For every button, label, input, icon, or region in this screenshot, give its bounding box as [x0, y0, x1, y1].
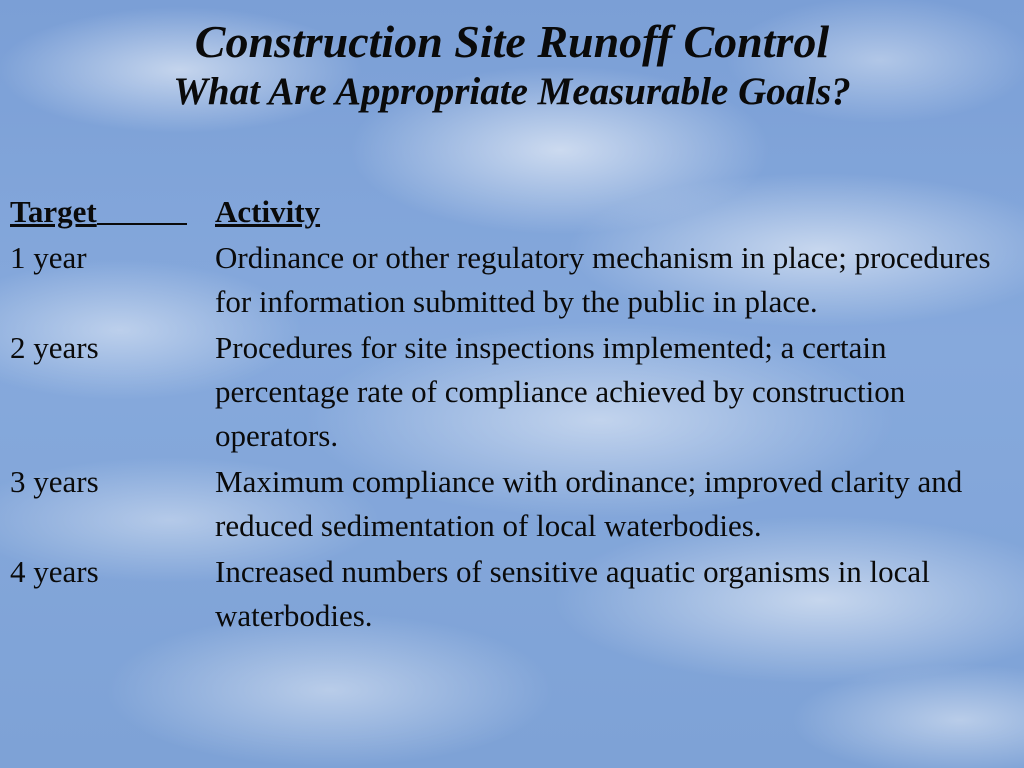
row-activity: Increased numbers of sensitive aquatic organisms in local waterbodies. — [215, 554, 930, 633]
activity-header: Activity — [215, 194, 321, 229]
table-row — [10, 236, 1020, 324]
header-underline — [97, 190, 187, 225]
row-activity: Maximum compliance with ordinance; improved clarity and reduced sedimentation of local waterbodies. — [215, 464, 963, 543]
table-header-row — [10, 190, 1020, 234]
slide-title: Construction Site Runoff Control — [194, 16, 830, 67]
slide-subtitle: What Are Appropriate Measurable Goals? — [173, 70, 851, 113]
row-target: 2 years — [10, 330, 99, 365]
row-target: 1 year — [10, 240, 87, 275]
table-row — [10, 550, 1020, 638]
row-target: 3 years — [10, 464, 99, 499]
row-target: 4 years — [10, 554, 99, 589]
table-row — [10, 326, 1020, 458]
goals-table — [10, 190, 1020, 640]
target-header: Target — [10, 194, 97, 229]
row-activity: Ordinance or other regulatory mechanism in place; procedures for information submitted by the public in place. — [215, 240, 991, 319]
target-header-cell — [10, 190, 215, 234]
title-block — [0, 14, 1024, 114]
table-row — [10, 460, 1020, 548]
activity-header-cell — [215, 190, 1015, 234]
row-activity: Procedures for site inspections implemented; a certain percentage rate of compliance achieved by construction operators. — [215, 330, 906, 453]
